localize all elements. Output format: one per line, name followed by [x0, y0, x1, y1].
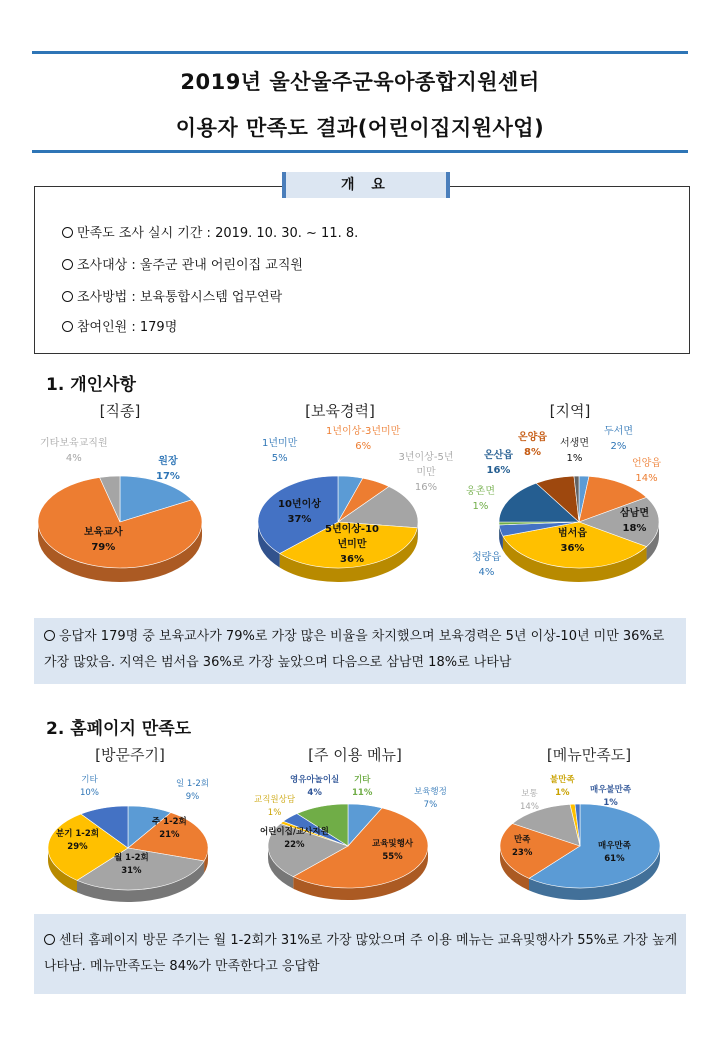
label-visit-monthly: 월 1-2회 31%: [114, 853, 149, 876]
label-occupation-other: 기타보육교직원 4%: [40, 438, 108, 464]
label-menu-events: 교육및행사 55%: [372, 839, 414, 862]
label-sat-dissatisfied: 불만족 1%: [550, 775, 575, 798]
label-sat-normal: 보통 14%: [520, 789, 539, 812]
chart-title-career: [보육경력]: [305, 402, 375, 420]
chart-title-occupation: [직종]: [99, 402, 141, 420]
chart-title-region: [지역]: [549, 402, 591, 420]
label-region-onsan: 온산읍 16%: [484, 450, 513, 476]
page-title-line1: 2019년 울산울주군육아종합지원센터: [180, 70, 540, 94]
page-title-line2: 이용자 만족도 결과(어린이집지원사업): [175, 116, 545, 140]
label-region-duseo: 두서면 2%: [604, 426, 633, 452]
label-sat-very: 매우만족 61%: [598, 841, 631, 864]
chart-title-menu: [주 이용 메뉴]: [308, 746, 402, 764]
section1-heading: 1. 개인사항: [46, 375, 136, 395]
section2-summary: [34, 914, 686, 994]
label-menu-counsel: 교직원상담 1%: [254, 795, 296, 818]
label-region-eonyang: 언양읍 14%: [632, 458, 661, 484]
label-occupation-director: 원장 17%: [156, 456, 180, 482]
label-career-3to5: 3년이상-5년미만 16%: [398, 452, 454, 493]
label-region-onyang: 온양읍 8%: [518, 432, 547, 458]
label-menu-playroom: 영유아놀이실 4%: [290, 775, 340, 798]
section1-summary-text: 응답자 179명 중 보육교사가 79%로 가장 많은 비율을 차지했으며 보육경력은 5년 이상-10년 미만 36%로 가장 많았음. 지역은 범서읍 36%로 가장 높았으며 다음으로 삼남면 18%로 나타남: [44, 629, 665, 670]
label-sat-very-dissatisfied: 매우불만족 1%: [590, 785, 632, 808]
bullet-circle-icon: [44, 934, 55, 945]
label-region-seosaeng: 서생면 1%: [560, 438, 589, 464]
label-menu-other: 기타 11%: [352, 775, 373, 798]
overview-item-method: 조사방법 : 보육통합시스템 업무연락: [62, 286, 282, 305]
label-region-cheongryang: 청량읍 4%: [472, 552, 501, 578]
chart-title-satisfaction: [메뉴만족도]: [546, 746, 632, 764]
label-visit-daily: 일 1-2회 9%: [176, 779, 210, 802]
label-career-under1: 1년미만 5%: [262, 438, 298, 464]
label-career-1to3: 1년이상-3년미만 6%: [326, 426, 401, 452]
label-visit-weekly: 주 1-2회 21%: [152, 817, 187, 840]
label-career-5to10: 5년이상-10년미만 36%: [324, 524, 379, 565]
label-menu-support: 어린이집/교사지원 22%: [260, 827, 329, 850]
section2-heading: 2. 홈페이지 만족도: [46, 719, 192, 739]
chart-title-visit: [방문주기]: [95, 746, 165, 764]
label-region-beomseo: 범서읍 36%: [558, 528, 587, 554]
overview-tab: 개 요: [282, 172, 450, 198]
label-visit-other: 기타 10%: [80, 775, 99, 798]
label-region-samnam: 삼남면 18%: [620, 508, 649, 534]
label-menu-admin: 보육행정 7%: [414, 787, 447, 810]
label-region-ungchon: 웅촌면 1%: [466, 486, 495, 512]
overview-item-target: 조사대상 : 울주군 관내 어린이집 교직원: [62, 254, 303, 273]
section2-summary-text: 센터 홈페이지 방문 주기는 월 1-2회가 31%로 가장 많았으며 주 이용 메뉴는 교육및행사가 55%로 가장 높게 나타남. 메뉴만족도는 84%가 만족한다고 응답함: [44, 933, 678, 974]
overview-item-participants: 참여인원 : 179명: [62, 316, 177, 335]
overview-item-period: 만족도 조사 실시 기간 : 2019. 10. 30. ~ 11. 8.: [62, 222, 358, 241]
label-occupation-teacher: 보육교사 79%: [84, 527, 123, 553]
label-career-over10: 10년이상 37%: [278, 499, 321, 525]
label-sat-satisfied: 만족 23%: [512, 835, 533, 858]
label-visit-quarterly: 분기 1-2회 29%: [56, 829, 99, 852]
